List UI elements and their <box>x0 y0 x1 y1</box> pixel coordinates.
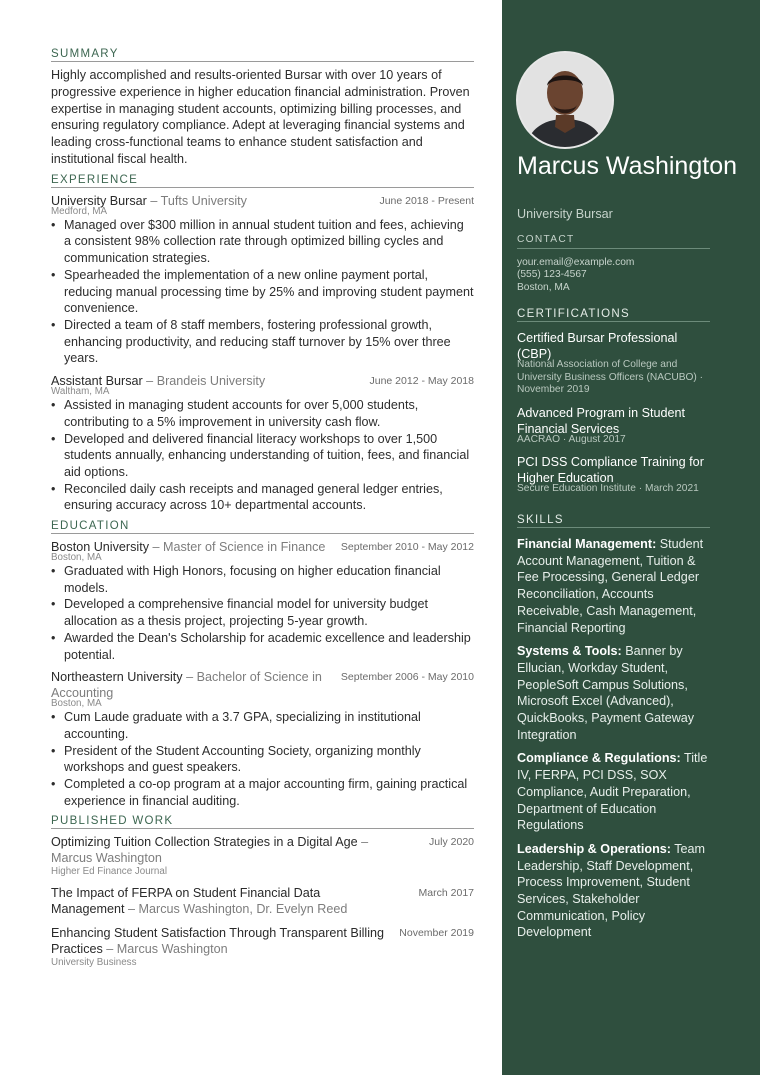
publication-venue: Higher Ed Finance Journal <box>51 866 167 878</box>
publication-entry <box>51 925 474 968</box>
publication-entry <box>51 885 474 917</box>
section-title: CONTACT <box>517 234 710 249</box>
contact-location: Boston, MA <box>517 281 570 293</box>
summary-text: Highly accomplished and results-oriented Bursar with over 10 years of progressive experience in higher education financial administration. Proven expertise in managing student accounts, optimizing billing processes, and ensuring regulatory compliance. Adept at leveraging financial systems and leading cross-functional teams to enhance student satisfaction and institutional fiscal health. <box>51 68 470 166</box>
skill-group <box>517 536 710 636</box>
education-location: Boston, MA <box>51 698 102 710</box>
job-role: University Bursar <box>51 193 147 208</box>
profile-job-title: University Bursar <box>517 207 613 221</box>
degree: – Master of Science in Finance <box>149 540 326 555</box>
skill-list: Student Account Management, Tuition & Fee Processing, General Ledger Reconciliation, Accounts Receivable, Cash Management, Financial Reporting <box>517 537 704 635</box>
education-location: Boston, MA <box>51 552 102 564</box>
publication-entry <box>51 834 474 877</box>
section-title: EXPERIENCE <box>51 174 474 188</box>
list-item: • Managed over $300 million in annual student tuition and fees, achieving a consistent 98% collection rate through optimized billing cycles and communication strategies. <box>51 217 474 267</box>
job-location: Waltham, MA <box>51 386 110 398</box>
school-name: Boston University <box>51 540 149 555</box>
profile-photo <box>516 51 614 149</box>
skill-category: Financial Management: <box>517 537 657 551</box>
list-item: • Spearheaded the implementation of a new online payment portal, reducing manual processing time by 25% and improving student payment convenience. <box>51 267 474 317</box>
skill-list: Banner by Ellucian, Workday Student, PeopleSoft Campus Solutions, Microsoft Excel (Advanced), QuickBooks, Payment Gateway Integration <box>517 644 695 742</box>
certifications-section <box>517 308 710 504</box>
certification-item <box>517 454 710 496</box>
main-column <box>51 48 474 976</box>
experience-section <box>51 174 474 514</box>
section-title: CERTIFICATIONS <box>517 308 710 322</box>
list-item: • Reconciled daily cash receipts and managed general ledger entries, ensuring accuracy across 10+ departmental accounts. <box>51 481 474 514</box>
job-location: Medford, MA <box>51 205 108 217</box>
skill-group <box>517 750 710 834</box>
list-item: • Graduated with High Honors, focusing on higher education financial models. <box>51 563 474 596</box>
publication-date: July 2020 <box>429 836 474 849</box>
job-entry <box>51 373 474 514</box>
school-name: Northeastern University <box>51 670 183 685</box>
contact-phone: (555) 123-4567 <box>517 269 587 281</box>
list-item: • Completed a co-op program at a major accounting firm, gaining practical experience in financial auditing. <box>51 776 474 809</box>
certification-name: Advanced Program in Student Financial Services <box>517 405 686 436</box>
list-item: • Directed a team of 8 staff members, fostering professional growth, enhancing productivity, and reducing staff turnover by 15% over three years. <box>51 317 474 367</box>
skills-section <box>517 514 710 948</box>
publication-authors: – Marcus Washington <box>102 942 228 957</box>
contact-section <box>517 234 710 294</box>
certification-name: PCI DSS Compliance Training for Higher Education <box>517 455 704 486</box>
education-section <box>51 520 474 809</box>
certification-detail: AACRAO · August 2017 <box>517 433 626 445</box>
education-date: September 2006 - May 2010 <box>340 671 474 684</box>
section-title: PUBLISHED WORK <box>51 815 474 829</box>
certification-item <box>517 405 710 447</box>
list-item: • Developed and delivered financial literacy workshops to over 1,500 students annually, enhancing understanding of tuition, fees, and financial aid options. <box>51 431 474 481</box>
job-role: Assistant Bursar <box>51 374 143 389</box>
publication-title: Enhancing Student Satisfaction Through Transparent Billing Practices <box>51 926 385 957</box>
list-item: • Assisted in managing student accounts for over 5,000 students, contributing to a 5% improvement in university cash flow. <box>51 397 474 430</box>
degree: – Bachelor of Science in Accounting <box>51 670 322 701</box>
summary-section <box>51 48 474 168</box>
list-item: • Awarded the Dean's Scholarship for academic excellence and leadership potential. <box>51 630 474 663</box>
skill-category: Compliance & Regulations: <box>517 751 681 766</box>
education-date: September 2010 - May 2012 <box>340 541 474 554</box>
publication-title: The Impact of FERPA on Student Financial Data Management <box>51 886 321 917</box>
job-entry <box>51 193 474 367</box>
skill-group <box>517 841 710 941</box>
certification-detail: National Association of College and University Business Officers (NACUBO) · November 2019 <box>517 359 704 396</box>
job-org: – Tufts University <box>146 193 247 208</box>
list-item: • President of the Student Accounting Society, organizing monthly workshops and guest speakers. <box>51 743 474 776</box>
certification-detail: Secure Education Institute · March 2021 <box>517 483 699 495</box>
publication-date: November 2019 <box>399 927 474 940</box>
contact-email: your.email@example.com <box>517 256 635 268</box>
published-section <box>51 815 474 968</box>
skill-list: Team Leadership, Staff Development, Process Improvement, Student Services, Stakeholder Communication, Policy Development <box>517 841 706 940</box>
list-item: • Developed a comprehensive financial model for university budget allocation as a thesis project, projecting 5-year growth. <box>51 596 474 629</box>
publication-venue: University Business <box>51 957 137 969</box>
job-org: – Brandeis University <box>142 374 266 389</box>
publication-authors: – Marcus Washington <box>51 835 369 866</box>
certification-item <box>517 330 710 397</box>
section-title: EDUCATION <box>51 520 474 534</box>
list-item: • Cum Laude graduate with a 3.7 GPA, specializing in institutional accounting. <box>51 709 474 742</box>
job-date: June 2018 - Present <box>379 194 474 207</box>
person-portrait-icon <box>518 53 612 147</box>
education-entry <box>51 539 474 663</box>
publication-authors: – Marcus Washington, Dr. Evelyn Reed <box>124 902 348 917</box>
profile-name: Marcus Washington <box>517 152 737 180</box>
skill-list: Title IV, FERPA, PCI DSS, SOX Compliance, Audit Preparation, Department of Education Regulations <box>517 751 708 833</box>
publication-title: Optimizing Tuition Collection Strategies in a Digital Age <box>51 835 358 850</box>
section-title: SUMMARY <box>51 48 474 62</box>
certification-name: Certified Bursar Professional (CBP) <box>517 331 678 361</box>
education-entry <box>51 669 474 809</box>
skill-category: Leadership & Operations: <box>517 841 671 856</box>
publication-date: March 2017 <box>418 887 474 900</box>
skill-category: Systems & Tools: <box>517 644 622 659</box>
skill-group <box>517 643 710 743</box>
section-title: SKILLS <box>517 514 710 528</box>
job-date: June 2012 - May 2018 <box>369 375 474 388</box>
